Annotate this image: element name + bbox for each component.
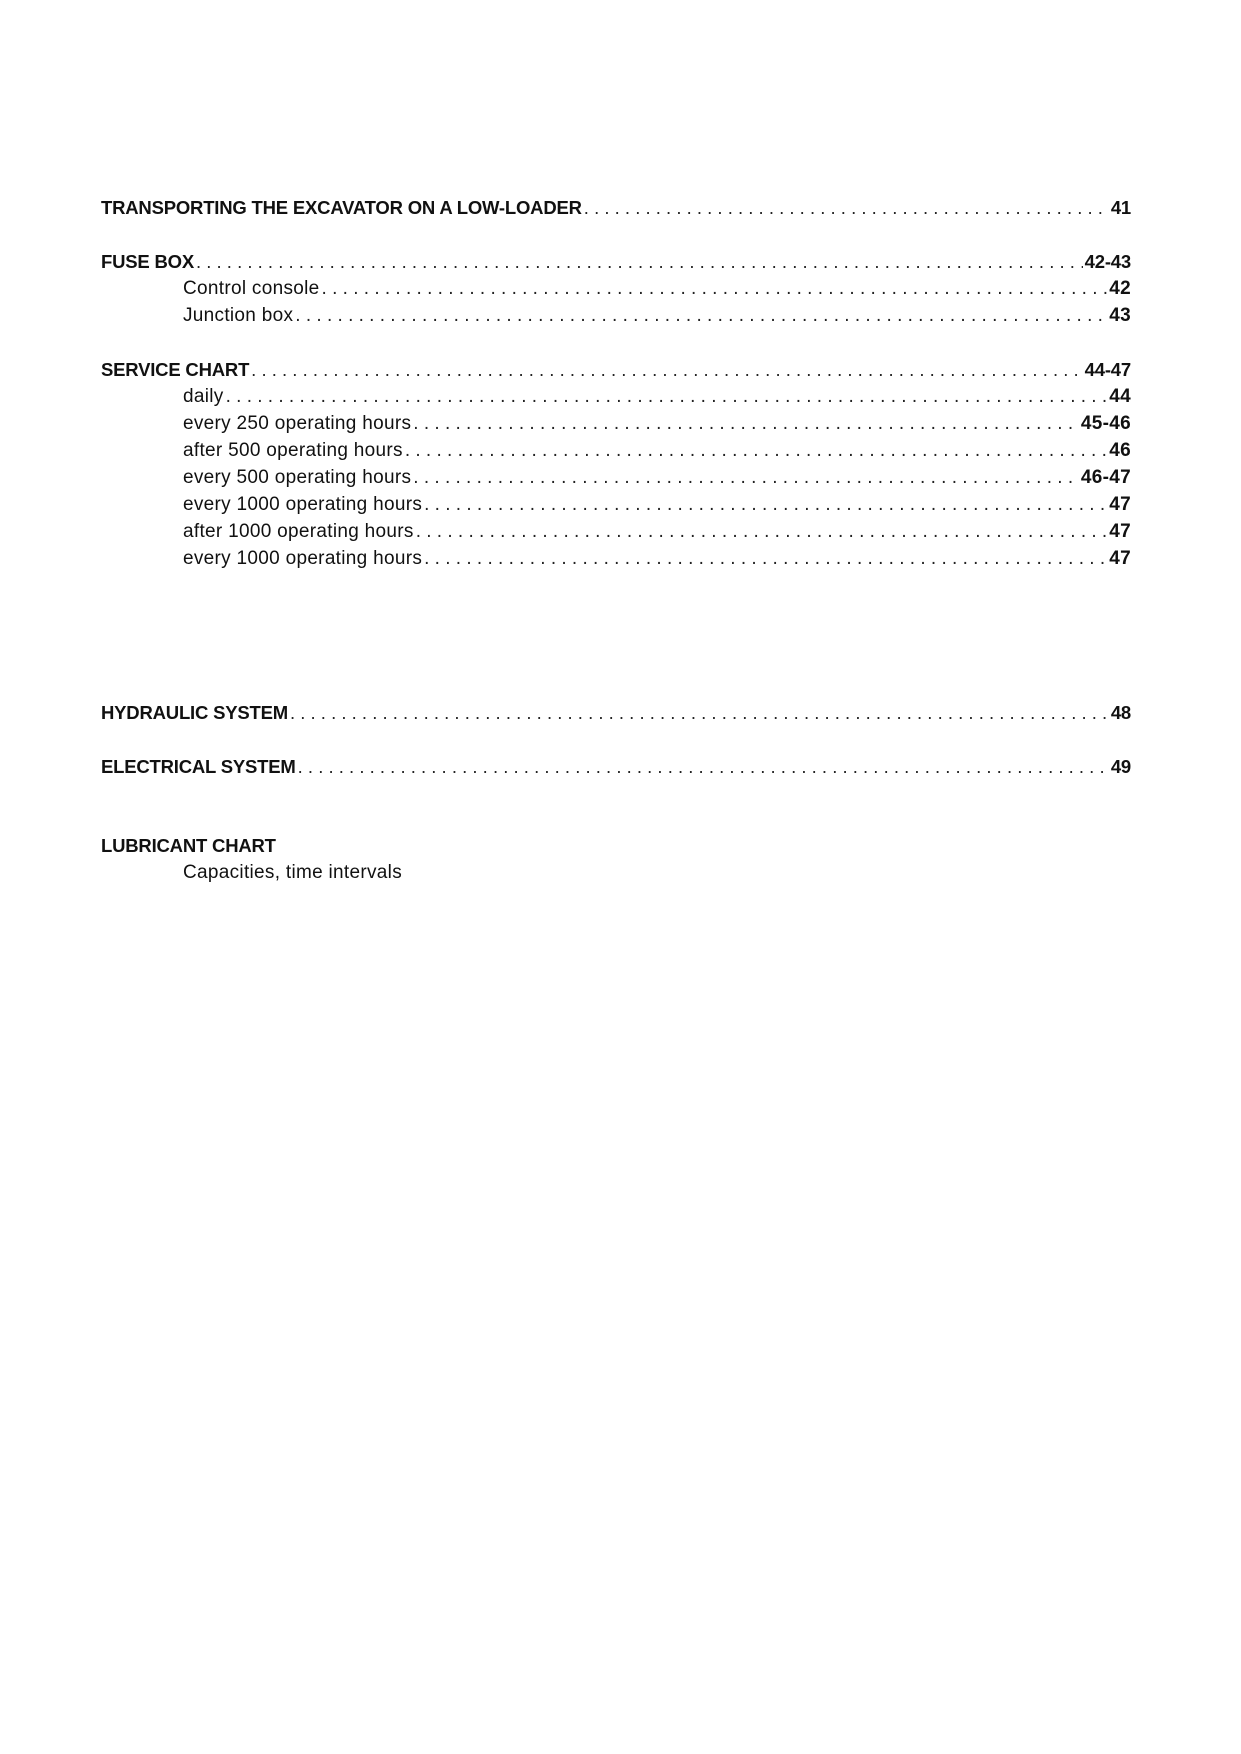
dot-leader <box>413 410 1079 437</box>
dot-leader <box>196 248 1083 275</box>
dot-leader <box>416 518 1108 545</box>
toc-entry-page: 44 <box>1109 386 1131 407</box>
toc-entry-service-chart[interactable] <box>101 356 1131 383</box>
toc-entry-title: FUSE BOX <box>101 251 194 272</box>
dot-leader <box>295 302 1107 329</box>
toc-subentry-every-500-hours[interactable] <box>101 464 1131 491</box>
dot-leader <box>298 753 1109 780</box>
toc-entry-electrical-system[interactable] <box>101 753 1131 780</box>
dot-leader <box>584 194 1109 221</box>
toc-entry-page: 46 <box>1109 440 1131 461</box>
toc-entry-hydraulic-system[interactable] <box>101 699 1131 726</box>
toc-entry-page: 49 <box>1110 756 1131 777</box>
toc-entry-title: Control console <box>183 278 320 299</box>
toc-entry-page: 44-47 <box>1084 359 1131 380</box>
toc-entry-fuse-box[interactable] <box>101 248 1131 275</box>
dot-leader <box>424 545 1107 572</box>
toc-entry-title: daily <box>183 386 224 407</box>
toc-entry-title: after 500 operating hours <box>183 440 403 461</box>
toc-subentry-capacities[interactable] <box>101 859 1131 886</box>
toc-entry-page: 47 <box>1109 548 1131 569</box>
toc-entry-title: Capacities, time intervals <box>183 862 402 883</box>
toc-entry-page: 43 <box>1109 305 1131 326</box>
toc-entry-page: 45-46 <box>1080 413 1131 434</box>
toc-subentry-every-1000-hours-2[interactable] <box>101 545 1131 572</box>
dot-leader <box>413 464 1079 491</box>
toc-entry-transport[interactable] <box>101 194 1131 221</box>
toc-entry-page: 46-47 <box>1080 467 1131 488</box>
toc-entry-title: LUBRICANT CHART <box>101 835 276 856</box>
toc-entry-page: 41 <box>1110 197 1131 218</box>
toc-entry-title: after 1000 operating hours <box>183 521 414 542</box>
toc-subentry-after-1000-hours[interactable] <box>101 518 1131 545</box>
dot-leader <box>424 491 1107 518</box>
toc-subentry-every-250-hours[interactable] <box>101 410 1131 437</box>
toc-entry-title: Junction box <box>183 305 294 326</box>
dot-leader <box>405 437 1107 464</box>
toc-entry-page: 42 <box>1109 278 1131 299</box>
toc-entry-page: 47 <box>1109 494 1131 515</box>
toc-entry-page: 47 <box>1109 521 1131 542</box>
toc-entry-title: every 1000 operating hours <box>183 548 423 569</box>
toc-entry-title: TRANSPORTING THE EXCAVATOR ON A LOW-LOADER <box>101 197 582 218</box>
dot-leader <box>322 275 1108 302</box>
toc-entry-title: every 1000 operating hours <box>183 494 423 515</box>
toc-entry-page: 48 <box>1110 702 1131 723</box>
dot-leader <box>290 699 1109 726</box>
toc-subentry-after-500-hours[interactable] <box>101 437 1131 464</box>
dot-leader <box>226 383 1108 410</box>
toc-entry-title: every 250 operating hours <box>183 413 412 434</box>
toc-entry-title: ELECTRICAL SYSTEM <box>101 756 296 777</box>
toc-entry-title: HYDRAULIC SYSTEM <box>101 702 288 723</box>
dot-leader <box>251 356 1083 383</box>
toc-entry-title: every 500 operating hours <box>183 467 412 488</box>
table-of-contents <box>101 194 1131 886</box>
toc-subentry-control-console[interactable] <box>101 275 1131 302</box>
toc-entry-lubricant-chart[interactable] <box>101 832 1131 859</box>
toc-subentry-daily[interactable] <box>101 383 1131 410</box>
toc-entry-title: SERVICE CHART <box>101 359 250 380</box>
toc-entry-page: 42-43 <box>1084 251 1131 272</box>
toc-subentry-every-1000-hours[interactable] <box>101 491 1131 518</box>
toc-subentry-junction-box[interactable] <box>101 302 1131 329</box>
